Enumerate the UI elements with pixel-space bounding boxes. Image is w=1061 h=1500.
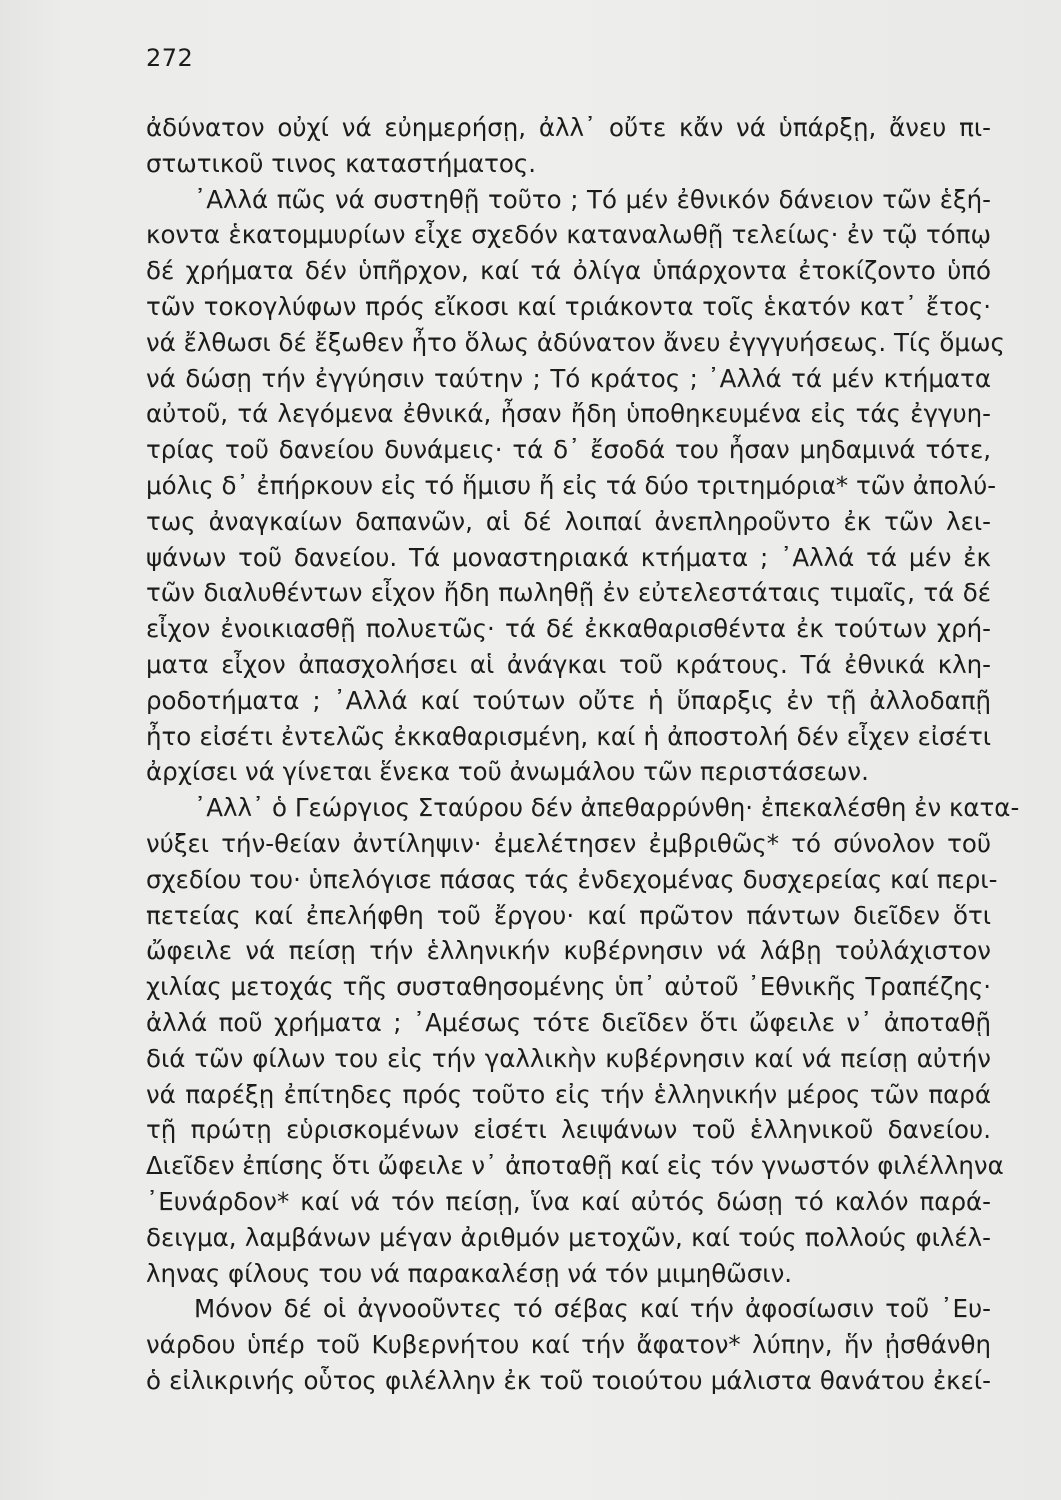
text-line: πετείας καί ἐπελήφθη τοῦ ἔργου· καί πρῶτον πάντων διεῖδεν ὅτι [146,900,991,930]
text-line: ἀδύνατον οὐχί νά εὐημερήσῃ, ἀλλ᾽ οὔτε κἄν νά ὑπάρξῃ, ἄνευ πι- [146,113,991,142]
text-line: ἦτο εἰσέτι ἐντελῶς ἐκκαθαρισμένη, καί ἡ ἀποστολή δέν εἶχεν εἰσέτι [146,721,991,751]
text-line: ᾽Αλλά πῶς νά συστηθῇ τοῦτο ; Τό μέν ἐθνικόν δάνειον τῶν ἑξή- [194,184,991,214]
text-line: τῇ πρώτῃ εὑρισκομένων εἰσέτι λειψάνων τοῦ ἑλληνικοῦ δανείου. [146,1115,991,1145]
text-line: δειγμα, λαμβάνων μέγαν ἀριθμόν μετοχῶν, καί τούς πολλούς φιλέλ- [146,1222,991,1252]
text-line: νά δώσῃ τήν ἐγγύησιν ταύτην ; Τό κράτος ; ᾽Αλλά τά μέν κτήματα [146,363,991,393]
text-line: νά παρέξῃ ἐπίτηδες πρός τοῦτο εἰς τήν ἑλληνικήν μέρος τῶν παρά [146,1079,991,1109]
text-line: ἀρχίσει νά γίνεται ἕνεκα τοῦ ἀνωμάλου τῶν περιστάσεων. [146,757,869,787]
text-line: ληνας φίλους του νά παρακαλέσῃ νά τόν μιμηθῶσιν. [146,1258,793,1288]
text-line: κοντα ἑκατομμυρίων εἶχε σχεδόν καταναλωθῇ τελείως· ἐν τῷ τόπῳ [146,220,991,250]
text-line: νύξει τήν-θείαν ἀντίληψιν· ἐμελέτησεν ἐμβριθῶς* τό σύνολον τοῦ [146,828,991,858]
text-line: νάρδου ὑπέρ τοῦ Κυβερνήτου καί τήν ἄφατον* λύπην, ἥν ᾐσθάνθη [146,1330,991,1360]
text-line: αὐτοῦ, τά λεγόμενα ἐθνικά, ἦσαν ἤδη ὑποθηκευμένα εἰς τάς ἐγγυη- [146,399,991,429]
text-line: ἀλλά ποῦ χρήματα ; ᾽Αμέσως τότε διεῖδεν ὅτι ὤφειλε ν᾽ ἀποταθῇ [146,1007,991,1037]
text-line: ᾽Ευνάρδον* καί νά τόν πείσῃ, ἵνα καί αὐτός δώσῃ τό καλόν παρά- [146,1186,991,1216]
text-line: στωτικοῦ τινος καταστήματος. [146,148,537,178]
text-line: διά τῶν φίλων του εἰς τήν γαλλικὴν κυβέρνησιν καί νά πείσῃ αὐτήν [146,1043,991,1073]
page-number: 272 [146,44,194,72]
text-line: τως ἀναγκαίων δαπανῶν, αἱ δέ λοιπαί ἀνεπληροῦντο ἐκ τῶν λει- [146,506,991,536]
text-line: εἶχον ἐνοικιασθῇ πολυετῶς· τά δέ ἐκκαθαρισθέντα ἐκ τούτων χρή- [146,614,991,644]
text-line: ροδοτήματα ; ᾽Αλλά καί τούτων οὔτε ἡ ὕπαρξις ἐν τῇ ἀλλοδαπῇ [146,685,991,715]
text-line: χιλίας μετοχάς τῆς συσταθησομένης ὑπ᾽ αὐτοῦ ᾽Εθνικῆς Τραπέζης· [146,972,991,1002]
text-line: ὤφειλε νά πείσῃ τήν ἑλληνικήν κυβέρνησιν νά λάβῃ τοὐλάχιστον [146,936,991,966]
text-line: ὁ εἰλικρινής οὗτος φιλέλλην ἐκ τοῦ τοιούτου μάλιστα θανάτου ἐκεί- [146,1365,991,1395]
text-line: Διεῖδεν ἐπίσης ὅτι ὤφειλε ν᾽ ἀποταθῇ καί εἰς τόν γνωστόν φιλέλληνα [146,1151,1004,1181]
body-text [146,110,1020,1399]
text-line: σχεδίου του· ὑπελόγισε πάσας τάς ἐνδεχομένας δυσχερείας καί περι- [146,864,998,894]
text-line: ματα εἶχον ἀπασχολήσει αἱ ἀνάγκαι τοῦ κράτους. Τά ἐθνικά κλη- [146,649,991,679]
text-line: ᾽Αλλ᾽ ὁ Γεώργιος Σταύρου δέν ἀπεθαρρύνθη· ἐπεκαλέσθη ἐν κατα- [194,793,1020,823]
text-line: δέ χρήματα δέν ὑπῆρχον, καί τά ὀλίγα ὑπάρχοντα ἐτοκίζοντο ὑπό [146,256,991,286]
text-line: τῶν τοκογλύφων πρός εἴκοσι καί τριάκοντα τοῖς ἑκατόν κατ᾽ ἔτος· [146,291,991,321]
text-line: τρίας τοῦ δανείου δυνάμεις· τά δ᾽ ἔσοδά του ἦσαν μηδαμινά τότε, [146,435,991,465]
text-line: μόλις δ᾽ ἐπήρκουν εἰς τό ἥμισυ ἤ εἰς τά δύο τριτημόρια* τῶν ἀπολύ- [146,470,997,500]
text-line: ψάνων τοῦ δανείου. Τά μοναστηριακά κτήματα ; ᾽Αλλά τά μέν ἐκ [146,542,991,572]
text-line: Μόνον δέ οἱ ἀγνοοῦντες τό σέβας καί τήν ἀφοσίωσιν τοῦ ᾽Ευ- [194,1294,991,1324]
text-line: νά ἔλθωσι δέ ἔξωθεν ἦτο ὅλως ἀδύνατον ἄνευ ἐγγγυήσεως. Τίς ὅμως [146,327,1005,357]
text-line: τῶν διαλυθέντων εἶχον ἤδη πωληθῇ ἐν εὐτελεστάταις τιμαῖς, τά δέ [146,578,991,608]
